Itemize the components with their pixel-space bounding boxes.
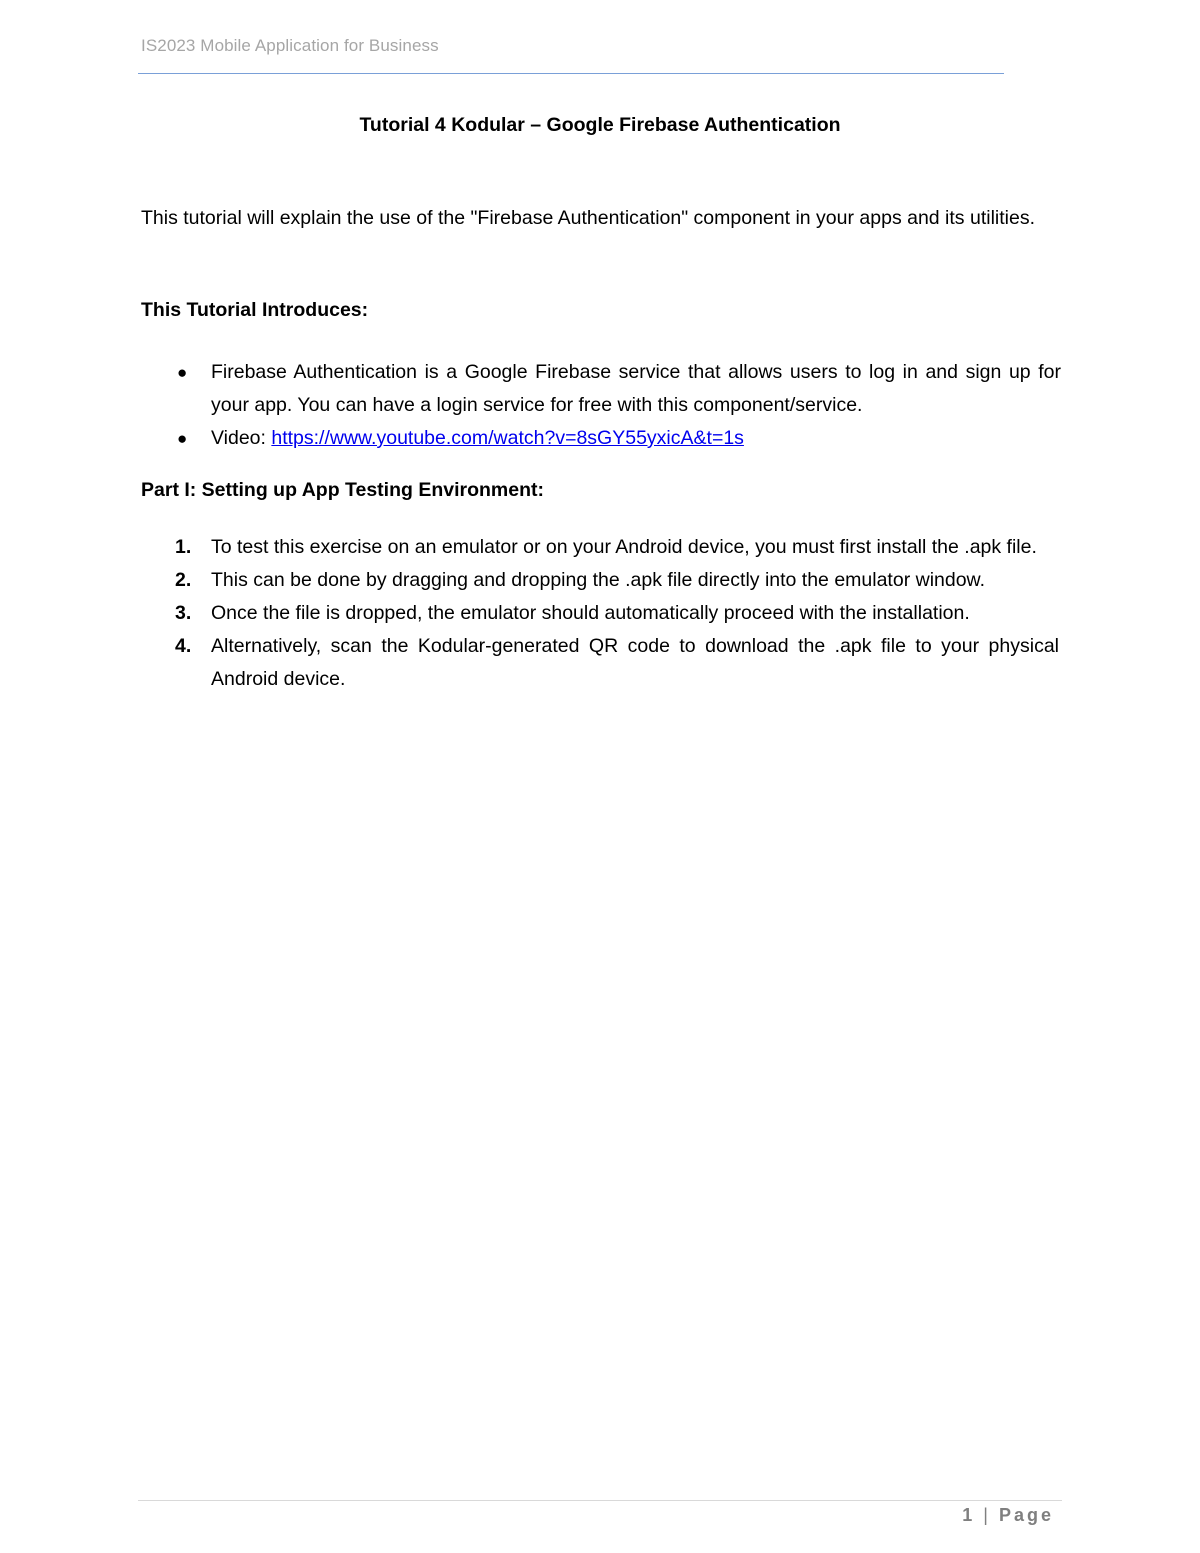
step-number: 2. <box>175 569 192 591</box>
page-footer <box>962 1505 1054 1526</box>
video-label: Video: <box>211 427 272 449</box>
list-item <box>141 630 1059 696</box>
step-text: Alternatively, scan the Kodular-generated QR code to download the .apk file to your physical Android device. <box>211 635 1059 690</box>
list-item <box>141 564 1059 597</box>
step-text: To test this exercise on an emulator or on your Android device, you must first install the .apk file. <box>211 536 1037 558</box>
introduces-list <box>141 356 1061 455</box>
part1-heading: Part I: Setting up App Testing Environment: <box>141 479 544 501</box>
intro-paragraph: This tutorial will explain the use of the "Firebase Authentication" component in your apps and its utilities. <box>141 207 1036 229</box>
video-link[interactable]: https://www.youtube.com/watch?v=8sGY55yxicA&t=1s <box>271 427 744 449</box>
list-item <box>141 531 1059 564</box>
step-number: 3. <box>175 602 192 624</box>
document-title: Tutorial 4 Kodular – Google Firebase Authentication <box>359 114 841 136</box>
page-header: IS2023 Mobile Application for Business <box>141 36 439 55</box>
bullet-icon: ● <box>177 363 188 382</box>
step-text: Once the file is dropped, the emulator should automatically proceed with the installation. <box>211 602 970 624</box>
bullet-icon: ● <box>177 429 188 448</box>
header-divider <box>138 73 1004 74</box>
step-number: 1. <box>175 536 192 558</box>
list-item <box>141 422 1061 455</box>
page-separator: | <box>975 1505 999 1525</box>
list-item <box>141 597 1059 630</box>
bullet-text: Firebase Authentication is a Google Firebase service that allows users to log in and sign up for your app. You can have a login service for free with this component/service. <box>211 361 1061 416</box>
page-word: Page <box>998 1505 1054 1525</box>
footer-divider <box>138 1500 1062 1501</box>
list-item <box>141 356 1061 422</box>
steps-list <box>141 531 1059 696</box>
step-number: 4. <box>175 635 192 657</box>
page-number: 1 <box>962 1505 976 1525</box>
introduces-heading: This Tutorial Introduces: <box>141 299 369 321</box>
step-text: This can be done by dragging and dropping the .apk file directly into the emulator window. <box>211 569 985 591</box>
